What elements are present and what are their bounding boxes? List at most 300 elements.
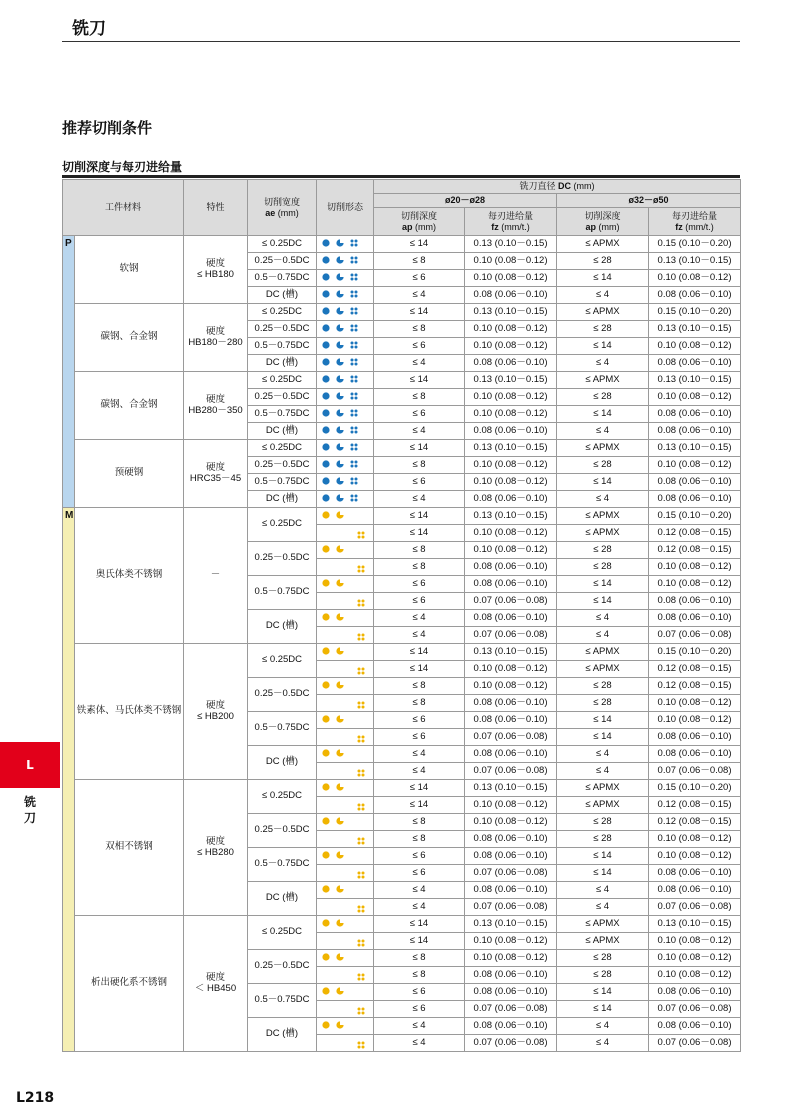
depth-group-1: ≤ 8 (374, 321, 465, 338)
feed-group-1: 0.10 (0.08－0.12) (465, 542, 557, 559)
cut-width: ≤ 0.25DC (248, 508, 317, 542)
depth-group-1: ≤ 14 (374, 933, 465, 950)
cut-shape (317, 967, 374, 984)
material-name: 双相不锈钢 (75, 780, 184, 916)
depth-group-2: ≤ APMX (557, 508, 649, 525)
cut-shape (317, 933, 374, 950)
slot-engagement-icon (350, 375, 358, 383)
material-name: 奥氏体类不锈钢 (75, 508, 184, 644)
feed-group-2: 0.13 (0.10－0.15) (649, 253, 741, 270)
depth-group-1: ≤ 6 (374, 848, 465, 865)
table-row (63, 916, 741, 933)
feed-group-1: 0.07 (0.06－0.08) (465, 729, 557, 746)
cut-shape (317, 729, 374, 746)
cut-shape (317, 508, 374, 525)
header-depth-2 (557, 208, 649, 236)
feed-group-1: 0.13 (0.10－0.15) (465, 916, 557, 933)
header-dia-group-1: ø20－ø28 (374, 194, 557, 208)
full-engagement-icon (322, 273, 330, 281)
table-row (63, 780, 741, 797)
property-label: 硬度 (206, 699, 226, 711)
cut-shape (317, 270, 374, 287)
feed-group-1: 0.08 (0.06－0.10) (465, 491, 557, 508)
header-feed-1 (465, 208, 557, 236)
table-row (63, 304, 741, 321)
feed-group-2: 0.15 (0.10－0.20) (649, 304, 741, 321)
full-engagement-icon (322, 511, 330, 519)
section-title: 推荐切削条件 (62, 119, 153, 137)
feed-group-1: 0.10 (0.08－0.12) (465, 389, 557, 406)
depth-group-1: ≤ 14 (374, 661, 465, 678)
partial-engagement-icon (336, 477, 344, 485)
depth-group-2: ≤ 14 (557, 1001, 649, 1018)
slot-engagement-icon (357, 905, 365, 913)
partial-engagement-icon (336, 460, 344, 468)
depth-group-1: ≤ 6 (374, 576, 465, 593)
feed-group-1: 0.07 (0.06－0.08) (465, 899, 557, 916)
feed-group-1: 0.13 (0.10－0.15) (465, 780, 557, 797)
cut-width: 0.25－0.5DC (248, 950, 317, 984)
depth-group-2: ≤ 14 (557, 270, 649, 287)
full-engagement-icon (322, 647, 330, 655)
full-engagement-icon (322, 613, 330, 621)
depth-group-2: ≤ 28 (557, 457, 649, 474)
feed-group-1: 0.08 (0.06－0.10) (465, 831, 557, 848)
full-engagement-icon (322, 494, 330, 502)
header-cut-width-symbol: ae (265, 207, 276, 218)
header-depth-symbol: ap (402, 221, 413, 232)
depth-group-1: ≤ 8 (374, 814, 465, 831)
table-row (63, 440, 741, 457)
cut-width: ≤ 0.25DC (248, 372, 317, 389)
feed-group-1: 0.08 (0.06－0.10) (465, 423, 557, 440)
depth-group-2: ≤ 4 (557, 610, 649, 627)
depth-group-2: ≤ 4 (557, 287, 649, 304)
partial-engagement-icon (336, 358, 344, 366)
material-property (184, 644, 248, 780)
cut-width: 0.5－0.75DC (248, 338, 317, 355)
depth-group-1: ≤ 4 (374, 899, 465, 916)
depth-group-1: ≤ 8 (374, 831, 465, 848)
partial-engagement-icon (336, 307, 344, 315)
slot-engagement-icon (357, 837, 365, 845)
material-name: 铁素体、马氏体类不锈钢 (75, 644, 184, 780)
page-number: L218 (16, 1090, 55, 1106)
slot-engagement-icon (357, 735, 365, 743)
cut-shape (317, 899, 374, 916)
cut-shape (317, 661, 374, 678)
slot-engagement-icon (350, 341, 358, 349)
header-divider (62, 41, 740, 42)
cut-width: ≤ 0.25DC (248, 780, 317, 814)
cut-shape (317, 746, 374, 763)
full-engagement-icon (322, 392, 330, 400)
feed-group-2: 0.12 (0.08－0.15) (649, 525, 741, 542)
depth-group-2: ≤ APMX (557, 236, 649, 253)
cut-width: 0.5－0.75DC (248, 712, 317, 746)
header-cut-width-line1: 切削宽度 (264, 197, 301, 208)
depth-group-2: ≤ 4 (557, 763, 649, 780)
slot-engagement-icon (350, 477, 358, 485)
partial-engagement-icon (336, 817, 344, 825)
feed-group-1: 0.08 (0.06－0.10) (465, 967, 557, 984)
full-engagement-icon (322, 851, 330, 859)
feed-group-1: 0.13 (0.10－0.15) (465, 644, 557, 661)
feed-group-1: 0.10 (0.08－0.12) (465, 525, 557, 542)
section-tab-l[interactable]: L (0, 742, 60, 788)
cut-shape (317, 338, 374, 355)
feed-group-2: 0.08 (0.06－0.10) (649, 746, 741, 763)
feed-group-2: 0.07 (0.06－0.08) (649, 1001, 741, 1018)
slot-engagement-icon (350, 460, 358, 468)
header-diameter-unit: (mm) (571, 181, 595, 192)
partial-engagement-icon (336, 545, 344, 553)
cut-width: ≤ 0.25DC (248, 236, 317, 253)
cut-width: DC (槽) (248, 355, 317, 372)
full-engagement-icon (322, 987, 330, 995)
feed-group-1: 0.07 (0.06－0.08) (465, 865, 557, 882)
cut-shape (317, 1035, 374, 1052)
depth-group-1: ≤ 8 (374, 253, 465, 270)
cut-shape (317, 848, 374, 865)
depth-group-2: ≤ 28 (557, 321, 649, 338)
depth-group-1: ≤ 8 (374, 389, 465, 406)
feed-group-2: 0.15 (0.10－0.20) (649, 780, 741, 797)
depth-group-1: ≤ 4 (374, 610, 465, 627)
depth-group-2: ≤ APMX (557, 372, 649, 389)
feed-group-1: 0.08 (0.06－0.10) (465, 712, 557, 729)
depth-group-2: ≤ APMX (557, 916, 649, 933)
feed-group-2: 0.13 (0.10－0.15) (649, 321, 741, 338)
feed-group-2: 0.10 (0.08－0.12) (649, 457, 741, 474)
property-value: ≤ HB200 (197, 710, 234, 722)
feed-group-1: 0.08 (0.06－0.10) (465, 355, 557, 372)
depth-group-2: ≤ 4 (557, 882, 649, 899)
full-engagement-icon (322, 681, 330, 689)
depth-group-1: ≤ 4 (374, 627, 465, 644)
cut-shape (317, 1001, 374, 1018)
depth-group-1: ≤ 8 (374, 678, 465, 695)
depth-group-1: ≤ 14 (374, 236, 465, 253)
partial-engagement-icon (336, 409, 344, 417)
feed-group-2: 0.10 (0.08－0.12) (649, 950, 741, 967)
depth-group-1: ≤ 14 (374, 525, 465, 542)
header-feed-symbol: fz (491, 221, 499, 232)
material-name: 碳钢、合金钢 (75, 304, 184, 372)
feed-group-2: 0.12 (0.08－0.15) (649, 814, 741, 831)
depth-group-2: ≤ 28 (557, 559, 649, 576)
feed-group-1: 0.08 (0.06－0.10) (465, 848, 557, 865)
property-value: HB180－280 (188, 336, 243, 348)
cut-shape (317, 440, 374, 457)
partial-engagement-icon (336, 987, 344, 995)
depth-group-1: ≤ 6 (374, 593, 465, 610)
slot-engagement-icon (357, 939, 365, 947)
category-p: P (63, 236, 75, 508)
header-property: 特性 (184, 180, 248, 236)
section-tab-label-1: 铣 (23, 795, 36, 809)
full-engagement-icon (322, 885, 330, 893)
full-engagement-icon (322, 460, 330, 468)
full-engagement-icon (322, 783, 330, 791)
feed-group-2: 0.12 (0.08－0.15) (649, 797, 741, 814)
slot-engagement-icon (350, 239, 358, 247)
slot-engagement-icon (357, 633, 365, 641)
full-engagement-icon (322, 426, 330, 434)
depth-group-2: ≤ 28 (557, 950, 649, 967)
slot-engagement-icon (350, 290, 358, 298)
header-diameter-label: 铣刀直径 (519, 181, 559, 192)
depth-group-2: ≤ 4 (557, 423, 649, 440)
depth-group-2: ≤ 28 (557, 695, 649, 712)
depth-group-2: ≤ 14 (557, 712, 649, 729)
property-label: 硬度 (206, 393, 226, 405)
cut-shape (317, 491, 374, 508)
slot-engagement-icon (357, 599, 365, 607)
feed-group-1: 0.08 (0.06－0.10) (465, 882, 557, 899)
cut-shape (317, 457, 374, 474)
feed-group-1: 0.13 (0.10－0.15) (465, 304, 557, 321)
cut-width: DC (槽) (248, 423, 317, 440)
cut-width: 0.5－0.75DC (248, 270, 317, 287)
cut-width: ≤ 0.25DC (248, 916, 317, 950)
partial-engagement-icon (336, 256, 344, 264)
cut-width: 0.5－0.75DC (248, 984, 317, 1018)
cut-width: 0.25－0.5DC (248, 253, 317, 270)
depth-group-1: ≤ 6 (374, 1001, 465, 1018)
header-diameter-symbol: DC (558, 181, 572, 192)
slot-engagement-icon (357, 701, 365, 709)
feed-group-2: 0.07 (0.06－0.08) (649, 1035, 741, 1052)
header-depth-symbol: ap (585, 221, 597, 232)
feed-group-1: 0.10 (0.08－0.12) (465, 253, 557, 270)
header-material: 工件材料 (63, 180, 184, 236)
depth-group-1: ≤ 14 (374, 372, 465, 389)
feed-group-2: 0.10 (0.08－0.12) (649, 695, 741, 712)
depth-group-2: ≤ 28 (557, 542, 649, 559)
cut-shape (317, 372, 374, 389)
partial-engagement-icon (336, 851, 344, 859)
feed-group-1: 0.08 (0.06－0.10) (465, 984, 557, 1001)
feed-group-2: 0.08 (0.06－0.10) (649, 474, 741, 491)
cut-shape (317, 287, 374, 304)
header-depth-label: 切削深度 (584, 211, 621, 222)
cut-width: DC (槽) (248, 610, 317, 644)
material-name: 碳钢、合金钢 (75, 372, 184, 440)
depth-group-2: ≤ APMX (557, 933, 649, 950)
full-engagement-icon (322, 579, 330, 587)
cut-shape (317, 984, 374, 1001)
depth-group-2: ≤ 28 (557, 389, 649, 406)
section-tab-label (22, 795, 38, 826)
feed-group-1: 0.10 (0.08－0.12) (465, 933, 557, 950)
feed-group-1: 0.13 (0.10－0.15) (465, 372, 557, 389)
property-label: 硬度 (206, 835, 226, 847)
slot-engagement-icon (357, 531, 365, 539)
partial-engagement-icon (336, 919, 344, 927)
header-dia-group-2: ø32－ø50 (557, 194, 741, 208)
full-engagement-icon (322, 324, 330, 332)
feed-group-1: 0.07 (0.06－0.08) (465, 593, 557, 610)
material-property (184, 780, 248, 916)
feed-group-2: 0.08 (0.06－0.10) (649, 865, 741, 882)
header-feed-symbol: fz (675, 221, 683, 232)
feed-group-2: 0.15 (0.10－0.20) (649, 508, 741, 525)
table-row (63, 236, 741, 253)
material-property (184, 440, 248, 508)
cut-shape (317, 406, 374, 423)
depth-group-1: ≤ 4 (374, 882, 465, 899)
cut-width: ≤ 0.25DC (248, 440, 317, 457)
cut-width: 0.25－0.5DC (248, 389, 317, 406)
feed-group-1: 0.07 (0.06－0.08) (465, 1035, 557, 1052)
depth-group-1: ≤ 4 (374, 287, 465, 304)
feed-group-2: 0.10 (0.08－0.12) (649, 933, 741, 950)
depth-group-2: ≤ 14 (557, 338, 649, 355)
feed-group-1: 0.08 (0.06－0.10) (465, 695, 557, 712)
section-tab-label-2: 刀 (23, 810, 36, 825)
cut-width: 0.5－0.75DC (248, 576, 317, 610)
partial-engagement-icon (336, 341, 344, 349)
feed-group-1: 0.10 (0.08－0.12) (465, 950, 557, 967)
feed-group-2: 0.08 (0.06－0.10) (649, 406, 741, 423)
feed-group-2: 0.10 (0.08－0.12) (649, 270, 741, 287)
property-value: HRC35－45 (189, 472, 242, 484)
depth-group-1: ≤ 4 (374, 1018, 465, 1035)
feed-group-1: 0.10 (0.08－0.12) (465, 321, 557, 338)
feed-group-1: 0.10 (0.08－0.12) (465, 678, 557, 695)
cut-width: 0.25－0.5DC (248, 678, 317, 712)
cut-shape (317, 627, 374, 644)
property-value: ≤ HB280 (197, 846, 234, 858)
table-row (63, 508, 741, 525)
feed-group-2: 0.10 (0.08－0.12) (649, 389, 741, 406)
partial-engagement-icon (336, 613, 344, 621)
header-depth-1 (374, 208, 465, 236)
partial-engagement-icon (336, 511, 344, 519)
depth-group-2: ≤ 14 (557, 593, 649, 610)
depth-group-2: ≤ 28 (557, 678, 649, 695)
feed-group-2: 0.10 (0.08－0.12) (649, 712, 741, 729)
feed-group-1: 0.10 (0.08－0.12) (465, 474, 557, 491)
depth-group-2: ≤ 14 (557, 406, 649, 423)
slot-engagement-icon (350, 409, 358, 417)
feed-group-1: 0.07 (0.06－0.08) (465, 627, 557, 644)
depth-group-2: ≤ 4 (557, 1018, 649, 1035)
depth-group-1: ≤ 6 (374, 406, 465, 423)
cut-shape (317, 304, 374, 321)
partial-engagement-icon (336, 443, 344, 451)
feed-group-2: 0.08 (0.06－0.10) (649, 355, 741, 372)
feed-group-1: 0.10 (0.08－0.12) (465, 406, 557, 423)
slot-engagement-icon (350, 392, 358, 400)
full-engagement-icon (322, 290, 330, 298)
depth-group-2: ≤ 28 (557, 253, 649, 270)
feed-group-2: 0.12 (0.08－0.15) (649, 678, 741, 695)
depth-group-2: ≤ APMX (557, 780, 649, 797)
cut-width: DC (槽) (248, 1018, 317, 1052)
full-engagement-icon (322, 256, 330, 264)
property-label: 硬度 (206, 971, 226, 983)
full-engagement-icon (322, 477, 330, 485)
slot-engagement-icon (357, 871, 365, 879)
cut-width: ≤ 0.25DC (248, 644, 317, 678)
feed-group-2: 0.10 (0.08－0.12) (649, 338, 741, 355)
feed-group-1: 0.10 (0.08－0.12) (465, 797, 557, 814)
cut-shape (317, 559, 374, 576)
full-engagement-icon (322, 341, 330, 349)
cut-shape (317, 423, 374, 440)
header-depth-label: 切削深度 (401, 211, 438, 222)
full-engagement-icon (322, 358, 330, 366)
partial-engagement-icon (336, 239, 344, 247)
feed-group-2: 0.13 (0.10－0.15) (649, 440, 741, 457)
slot-engagement-icon (350, 273, 358, 281)
feed-group-2: 0.15 (0.10－0.20) (649, 644, 741, 661)
depth-group-1: ≤ 4 (374, 491, 465, 508)
feed-group-1: 0.13 (0.10－0.15) (465, 508, 557, 525)
slot-engagement-icon (350, 358, 358, 366)
material-name: 析出硬化系不锈钢 (75, 916, 184, 1052)
partial-engagement-icon (336, 579, 344, 587)
feed-group-2: 0.08 (0.06－0.10) (649, 287, 741, 304)
full-engagement-icon (322, 375, 330, 383)
partial-engagement-icon (336, 324, 344, 332)
full-engagement-icon (322, 443, 330, 451)
header-feed-label: 每刃进给量 (672, 211, 718, 222)
full-engagement-icon (322, 545, 330, 553)
material-property (184, 236, 248, 304)
cut-shape (317, 916, 374, 933)
depth-group-1: ≤ 4 (374, 1035, 465, 1052)
feed-group-2: 0.08 (0.06－0.10) (649, 1018, 741, 1035)
cut-shape (317, 525, 374, 542)
feed-group-1: 0.10 (0.08－0.12) (465, 270, 557, 287)
slot-engagement-icon (357, 803, 365, 811)
feed-group-1: 0.07 (0.06－0.08) (465, 763, 557, 780)
full-engagement-icon (322, 409, 330, 417)
depth-group-1: ≤ 6 (374, 865, 465, 882)
cut-shape (317, 542, 374, 559)
depth-group-2: ≤ 14 (557, 848, 649, 865)
cut-shape (317, 695, 374, 712)
feed-group-1: 0.08 (0.06－0.10) (465, 576, 557, 593)
feed-group-2: 0.13 (0.10－0.15) (649, 372, 741, 389)
cut-shape (317, 236, 374, 253)
cut-width: 0.5－0.75DC (248, 848, 317, 882)
feed-group-1: 0.08 (0.06－0.10) (465, 287, 557, 304)
depth-group-1: ≤ 8 (374, 695, 465, 712)
partial-engagement-icon (336, 783, 344, 791)
cut-shape (317, 389, 374, 406)
full-engagement-icon (322, 307, 330, 315)
depth-group-1: ≤ 6 (374, 984, 465, 1001)
header-feed-unit: (mm/t.) (498, 221, 530, 232)
property-value: ＜ HB450 (194, 982, 237, 994)
full-engagement-icon (322, 239, 330, 247)
cut-shape (317, 1018, 374, 1035)
slot-engagement-icon (357, 973, 365, 981)
category-m: M (63, 508, 75, 1052)
cut-shape (317, 780, 374, 797)
slot-engagement-icon (350, 494, 358, 502)
depth-group-2: ≤ APMX (557, 525, 649, 542)
depth-group-1: ≤ 4 (374, 763, 465, 780)
cut-width: DC (槽) (248, 491, 317, 508)
partial-engagement-icon (336, 375, 344, 383)
cut-width: ≤ 0.25DC (248, 304, 317, 321)
depth-group-2: ≤ APMX (557, 661, 649, 678)
